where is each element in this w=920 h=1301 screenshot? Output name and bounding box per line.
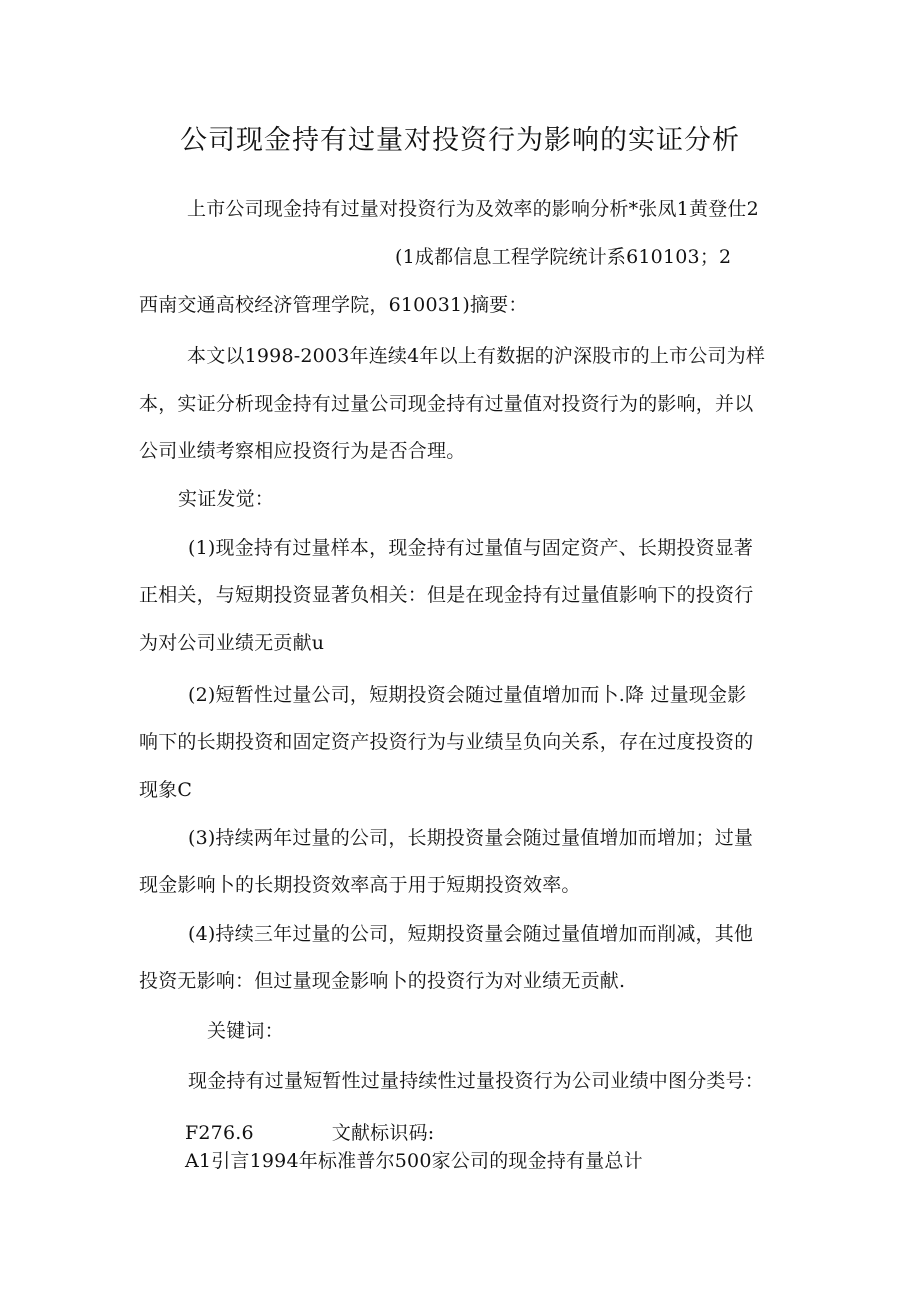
- byline-line-3: 西南交通高校经济管理学院，610031)摘要：: [139, 294, 528, 316]
- abstract-line: 公司业绩考察相应投资行为是否合理。: [139, 440, 466, 462]
- finding-3-line: 现金影响卜的长期投资效率高于用于短期投资效率。: [139, 874, 581, 896]
- finding-2-line: 响下的长期投资和固定资产投资行为与业绩呈负向关系，存在过度投资的: [139, 731, 754, 753]
- byline-line-1: 上市公司现金持有过量对投资行为及效率的影响分析*张凤1黄登仕2: [187, 198, 759, 220]
- finding-2-line: (2)短暂性过量公司，短期投资会随过量值增加而卜.降 过量现金影: [188, 684, 747, 706]
- document-id-label: 文献标识码:: [331, 1122, 435, 1144]
- finding-4-line: 投资无影响：但过量现金影响卜的投资行为对业绩无贡献.: [139, 970, 626, 992]
- introduction-line: A1引言1994年标准普尔500家公司的现金持有量总计: [185, 1150, 643, 1172]
- classification-line: [185, 1120, 434, 1146]
- finding-4-line: (4)持续三年过量的公司，短期投资量会随过量值增加而削减，其他: [188, 923, 754, 945]
- abstract-line: 本，实证分析现金持有过量公司现金持有过量值对投资行为的影响，并以: [139, 393, 754, 415]
- keywords-line: 现金持有过量短暂性过量持续性过量投资行为公司业绩中图分类号：: [188, 1070, 765, 1092]
- classification-code: F276.6: [185, 1122, 254, 1144]
- finding-1-line: 正相关，与短期投资显著负相关：但是在现金持有过量值影响下的投资行: [139, 584, 754, 606]
- abstract-line: 本文以1998-2003年连续4年以上有数据的沪深股市的上市公司为样: [187, 345, 766, 367]
- findings-heading: 实证发觉：: [178, 488, 275, 510]
- keywords-heading: 关键词：: [207, 1020, 284, 1042]
- finding-1-line: (1)现金持有过量样本，现金持有过量值与固定资产、长期投资显著: [188, 537, 754, 559]
- finding-1-line: 为对公司业绩无贡献u: [139, 632, 325, 654]
- finding-3-line: (3)持续两年过量的公司，长期投资量会随过量值增加而增加；过量: [188, 827, 754, 849]
- byline-line-2: (1成都信息工程学院统计系610103；2: [395, 246, 732, 268]
- document-title: 公司现金持有过量对投资行为影响的实证分析: [180, 125, 740, 156]
- finding-2-line: 现象C: [139, 779, 193, 801]
